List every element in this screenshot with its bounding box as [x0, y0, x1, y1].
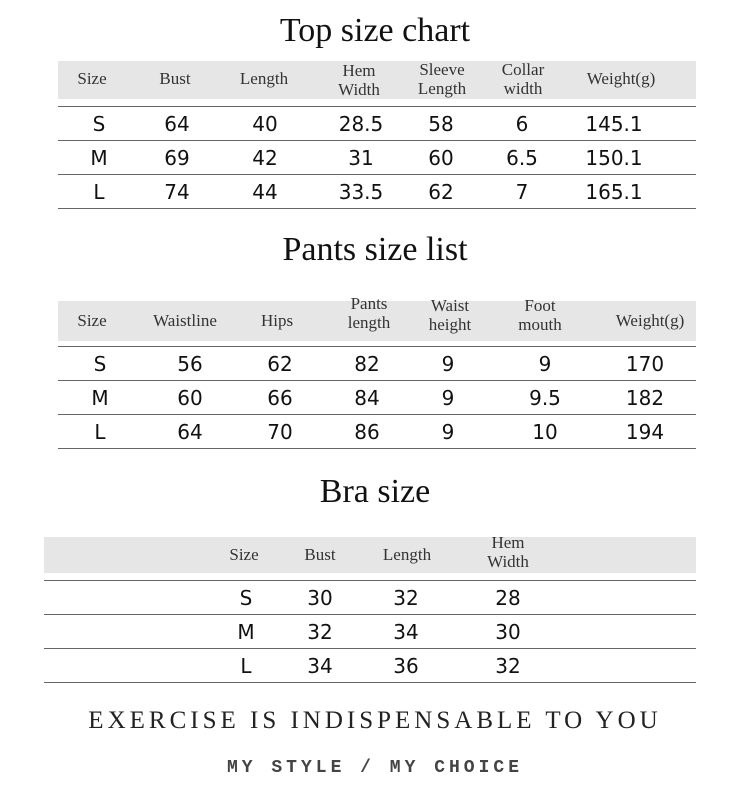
- header-sleeve-length: Sleeve Length: [417, 60, 467, 98]
- cell-bust: 64: [164, 112, 190, 136]
- cell-size: L: [240, 654, 252, 678]
- tagline-text: MY STYLE / MY CHOICE: [226, 758, 524, 778]
- cell-size: M: [237, 620, 255, 644]
- row-divider: [44, 614, 696, 615]
- cell-hem-width: 28: [495, 586, 521, 610]
- cell-size: M: [91, 386, 109, 410]
- header-weight: Weight(g): [615, 311, 685, 330]
- cell-foot-mouth: 9.5: [529, 386, 561, 410]
- cell-foot-mouth: 10: [532, 420, 558, 444]
- header-weight: Weight(g): [586, 69, 656, 88]
- header-bust: Bust: [159, 69, 191, 88]
- row-divider: [44, 682, 696, 683]
- cell-waistline: 60: [177, 386, 203, 410]
- row-divider: [58, 140, 696, 141]
- table-header-bar: [44, 537, 696, 573]
- row-divider: [58, 106, 696, 107]
- cell-weight: 145.1: [585, 112, 643, 136]
- cell-hem-width: 30: [495, 620, 521, 644]
- row-divider: [58, 380, 696, 381]
- cell-collar-width: 6: [515, 112, 529, 136]
- cell-bust: 30: [307, 586, 333, 610]
- cell-bust: 74: [164, 180, 190, 204]
- cell-length: 36: [393, 654, 419, 678]
- cell-size: M: [90, 146, 108, 170]
- header-hips: Hips: [260, 311, 294, 330]
- header-length: Length: [239, 69, 289, 88]
- cell-weight: 182: [625, 386, 665, 410]
- pants-size-list-title: Pants size list: [282, 231, 468, 268]
- row-divider: [58, 174, 696, 175]
- cell-collar-width: 7: [515, 180, 529, 204]
- cell-waist-height: 9: [441, 420, 455, 444]
- cell-size: L: [93, 180, 105, 204]
- cell-length: 44: [252, 180, 278, 204]
- cell-hips: 62: [267, 352, 293, 376]
- cell-size: S: [93, 352, 107, 376]
- cell-hem-width: 33.5: [338, 180, 384, 204]
- cell-hips: 66: [267, 386, 293, 410]
- cell-pants-length: 82: [354, 352, 380, 376]
- cell-pants-length: 86: [354, 420, 380, 444]
- header-collar-width: Collar width: [501, 60, 545, 98]
- cell-bust: 32: [307, 620, 333, 644]
- row-divider: [58, 448, 696, 449]
- cell-sleeve-length: 62: [428, 180, 454, 204]
- cell-collar-width: 6.5: [506, 146, 538, 170]
- cell-waistline: 64: [177, 420, 203, 444]
- row-divider: [58, 346, 696, 347]
- slogan-text: EXERCISE IS INDISPENSABLE TO YOU: [88, 707, 662, 734]
- cell-length: 34: [393, 620, 419, 644]
- row-divider: [58, 208, 696, 209]
- header-waist-height: Waist height: [428, 296, 472, 334]
- cell-waistline: 56: [177, 352, 203, 376]
- cell-hem-width: 28.5: [338, 112, 384, 136]
- row-divider: [44, 580, 696, 581]
- top-size-chart-title: Top size chart: [279, 12, 471, 49]
- cell-size: L: [94, 420, 106, 444]
- row-divider: [44, 648, 696, 649]
- cell-waist-height: 9: [441, 386, 455, 410]
- cell-size: S: [239, 586, 253, 610]
- cell-bust: 69: [164, 146, 190, 170]
- header-waistline: Waistline: [153, 311, 217, 330]
- cell-length: 42: [252, 146, 278, 170]
- cell-pants-length: 84: [354, 386, 380, 410]
- header-foot-mouth: Foot mouth: [518, 296, 562, 334]
- cell-weight: 194: [625, 420, 665, 444]
- header-hem-width: Hem Width: [338, 61, 380, 99]
- cell-foot-mouth: 9: [538, 352, 552, 376]
- cell-bust: 34: [307, 654, 333, 678]
- cell-sleeve-length: 60: [428, 146, 454, 170]
- header-length: Length: [382, 545, 432, 564]
- row-divider: [58, 414, 696, 415]
- header-bust: Bust: [304, 545, 336, 564]
- cell-size: S: [92, 112, 106, 136]
- header-pants-length: Pants length: [347, 294, 391, 332]
- header-size: Size: [77, 69, 107, 88]
- cell-waist-height: 9: [441, 352, 455, 376]
- cell-hem-width: 31: [348, 146, 374, 170]
- cell-weight: 150.1: [585, 146, 643, 170]
- cell-sleeve-length: 58: [428, 112, 454, 136]
- bra-size-title: Bra size: [319, 473, 431, 510]
- header-size: Size: [229, 545, 259, 564]
- cell-length: 32: [393, 586, 419, 610]
- cell-weight: 165.1: [585, 180, 643, 204]
- cell-weight: 170: [625, 352, 665, 376]
- header-size: Size: [77, 311, 107, 330]
- cell-hips: 70: [267, 420, 293, 444]
- header-hem-width: Hem Width: [487, 533, 529, 571]
- cell-hem-width: 32: [495, 654, 521, 678]
- cell-length: 40: [252, 112, 278, 136]
